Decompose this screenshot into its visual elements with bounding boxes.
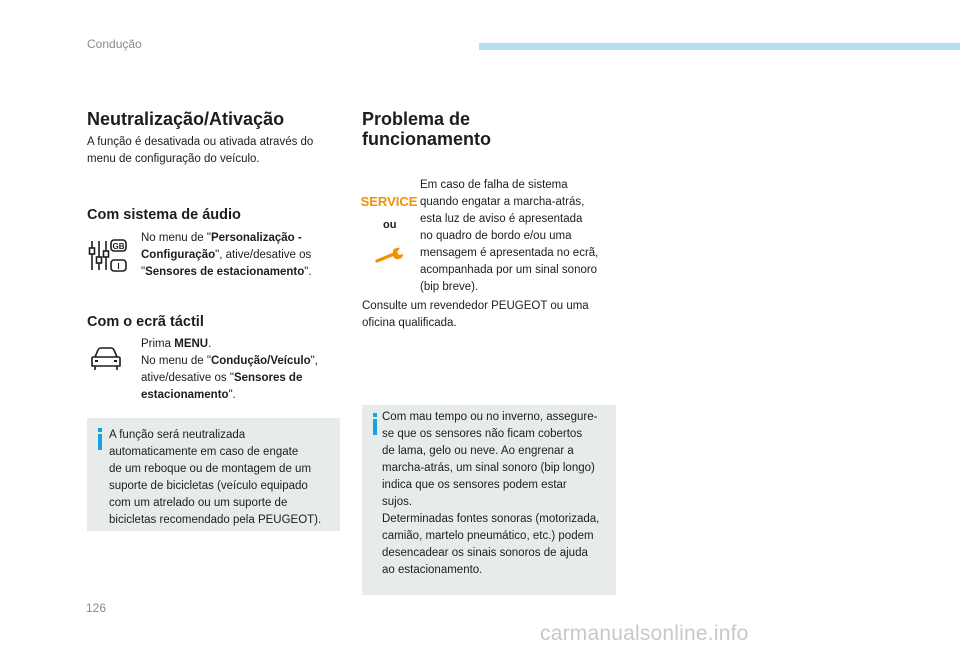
- section-accent-bar: [479, 43, 960, 50]
- page-number: 126: [86, 601, 107, 615]
- title-malfunction: Problema de funcionamento: [362, 109, 491, 149]
- touch-line-4: estacionamento".: [141, 389, 236, 401]
- fault-line: Em caso de falha de sistema: [420, 179, 568, 191]
- touch-line-3: ative/desative os "Sensores de: [141, 372, 303, 384]
- info-text-right: [382, 409, 616, 579]
- info-right-line: se que os sensores não ficam cobertos: [382, 428, 583, 440]
- touch-line-2: No menu de "Condução/Veículo",: [141, 355, 318, 367]
- heading-audio-system: Com sistema de áudio: [87, 207, 241, 223]
- info-left-line: bicicletas recomendado pela PEUGEOT).: [109, 514, 322, 526]
- info-icon-dot: [98, 428, 102, 432]
- audio-instructions: [141, 230, 341, 281]
- heading-touch-screen: Com o ecrã táctil: [87, 314, 204, 330]
- consult-line: Consulte um revendedor PEUGEOT ou uma: [362, 300, 589, 312]
- fault-text: [420, 177, 620, 296]
- info-right-line: ao estacionamento.: [382, 564, 483, 576]
- audio-line-2: Configuração", ative/desative os: [141, 249, 312, 261]
- section-title: Condução: [87, 37, 142, 51]
- i-icon-label: I: [117, 262, 120, 271]
- fault-line: mensagem é apresentada no ecrã,: [420, 247, 599, 259]
- touch-instructions: [141, 336, 341, 404]
- info-right-line: desencadear os sinais sonoros de ajuda: [382, 547, 588, 559]
- intro-text: [87, 134, 337, 168]
- info-right-line: indica que os sensores podem estar: [382, 479, 567, 491]
- audio-line-1: No menu de "Personalização -: [141, 232, 302, 244]
- fault-line: acompanhada por um sinal sonoro: [420, 264, 598, 276]
- info-left-line: com um atrelado ou um suporte de: [109, 497, 288, 509]
- fault-line: (bip breve).: [420, 281, 479, 293]
- or-label: ou: [383, 219, 397, 231]
- info-left-line: automaticamente em caso de engate: [109, 446, 299, 458]
- fault-line: esta luz de aviso é apresentada: [420, 213, 583, 225]
- intro-line-1: A função é desativada ou ativada através do: [87, 136, 314, 148]
- info-icon: [98, 434, 102, 450]
- info-right-line: camião, martelo pneumático, etc.) podem: [382, 530, 594, 542]
- info-text-left: [109, 427, 337, 529]
- info-right-line: de lama, gelo ou neve. Ao engrenar a: [382, 445, 574, 457]
- info-left-line: suporte de bicicletas (veículo equipado: [109, 480, 308, 492]
- intro-line-2: menu de configuração do veículo.: [87, 153, 260, 165]
- info-right-line: sujos.: [382, 496, 413, 508]
- touch-line-1: Prima MENU.: [141, 338, 212, 350]
- info-icon-dot: [373, 413, 377, 417]
- fault-line: no quadro de bordo e/ou uma: [420, 230, 572, 242]
- consult-line: oficina qualificada.: [362, 317, 457, 329]
- watermark-text: carmanualsonline.info: [540, 622, 749, 645]
- car-icon: [89, 345, 123, 373]
- info-right-line: marcha-atrás, um sinal sonoro (bip longo): [382, 462, 595, 474]
- wrench-warning-icon: [374, 244, 406, 266]
- info-box-neutralization: [87, 418, 340, 531]
- consult-text: [362, 298, 612, 332]
- title-neutralization: Neutralização/Ativação: [87, 109, 285, 129]
- info-right-line: Determinadas fontes sonoras (motorizada,: [382, 513, 600, 525]
- info-left-line: de um reboque ou de montagem de um: [109, 463, 312, 475]
- info-left-line: A função será neutralizada: [109, 429, 246, 441]
- settings-sliders-icon: [88, 238, 128, 272]
- info-box-weather: [362, 405, 616, 595]
- service-warning-icon: [360, 193, 418, 209]
- gb-icon-label: GB: [112, 242, 125, 251]
- info-right-line: Com mau tempo ou no inverno, assegure-: [382, 411, 598, 423]
- fault-line: quando engatar a marcha-atrás,: [420, 196, 585, 208]
- audio-line-3: "Sensores de estacionamento".: [141, 266, 312, 278]
- info-icon: [373, 419, 377, 435]
- service-label: SERVICE: [360, 194, 418, 209]
